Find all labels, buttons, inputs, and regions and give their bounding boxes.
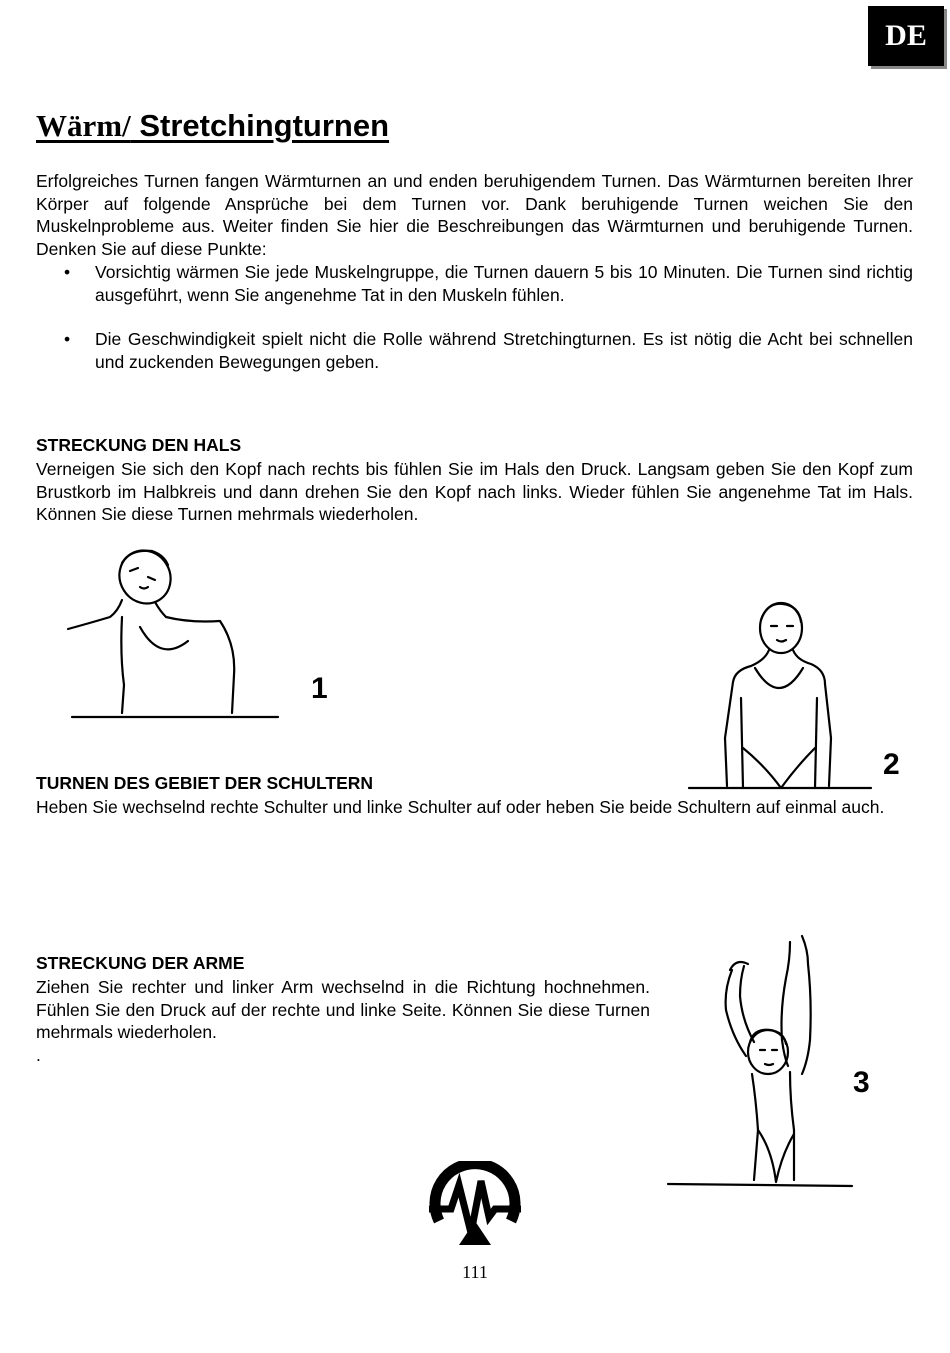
list-item: [36, 328, 913, 373]
section-text-neck: Verneigen Sie sich den Kopf nach rechts bis fühlen Sie im Hals den Druck. Langsam geben Sie den Kopf zum Brustkorb im Halbkreis und dann drehen Sie den Kopf nach links. Wieder fühlen Sie angenehme Tat im Hals. Können Sie diese Turnen mehrmals wiederholen.: [36, 459, 913, 525]
list-item-text: Vorsichtig wärmen Sie jede Muskelngruppe, die Turnen dauern 5 bis 10 Minuten. Die Turnen sind richtig ausgeführt, wenn Sie angenehme Tat in den Muskeln fühlen.: [95, 262, 913, 305]
intro-paragraph: Erfolgreiches Turnen fangen Wärmturnen an und enden beruhigendem Turnen. Das Wärmturnen bereiten Ihrer Körper auf folgende Ansprüche bei dem Turnen vor. Dank beruhigende Turnen weichen Sie den Muskelnprobleme aus. Weiter finden Sie hier die Beschreibungen das Wärmturnen und beruhigende Turnen. Denken Sie auf diese Punkte:: [36, 171, 913, 259]
arm-stretch-figure-icon: [662, 930, 857, 1192]
list-item: [36, 261, 913, 306]
figure-number-3: 3: [853, 1066, 870, 1099]
page-title-part1: Wärm/: [36, 108, 131, 143]
section-text-shoulders: Heben Sie wechselnd rechte Schulter und linke Schulter auf oder heben Sie beide Schultern auf einmal auch.: [36, 797, 885, 817]
page-number: 111: [462, 1262, 488, 1282]
bullet-icon: •: [64, 262, 71, 282]
heartbeat-logo-icon: [425, 1161, 525, 1249]
page-title: [36, 108, 389, 144]
list-item-text: Die Geschwindigkeit spielt nicht die Rolle während Stretchingturnen. Es ist nötig die Acht bei schnellen und zuckenden Bewegungen geben.: [95, 329, 913, 372]
bullet-icon: •: [64, 329, 71, 350]
section-text-arms: Ziehen Sie rechter und linker Arm wechselnd in die Richtung hochnehmen. Fühlen Sie den Druck auf der rechte und linke Seite. Können Sie diese Turnen mehrmals wiederholen.: [36, 977, 650, 1043]
neck-stretch-figure-icon: [60, 545, 290, 725]
figure-number-2: 2: [883, 748, 900, 781]
shoulder-exercise-figure-icon: [685, 598, 875, 793]
section-heading-shoulders: TURNEN DES GEBIET DER SCHULTERN: [36, 773, 374, 793]
tips-list: [36, 261, 913, 373]
figure-number-1: 1: [311, 672, 328, 705]
section-heading-arms: STRECKUNG DER ARME: [36, 953, 245, 973]
section-trailing-dot: .: [36, 1045, 41, 1065]
section-heading-neck: STRECKUNG DEN HALS: [36, 435, 242, 455]
language-badge: DE: [868, 6, 944, 66]
page-title-part2: Stretchingturnen: [130, 108, 390, 143]
